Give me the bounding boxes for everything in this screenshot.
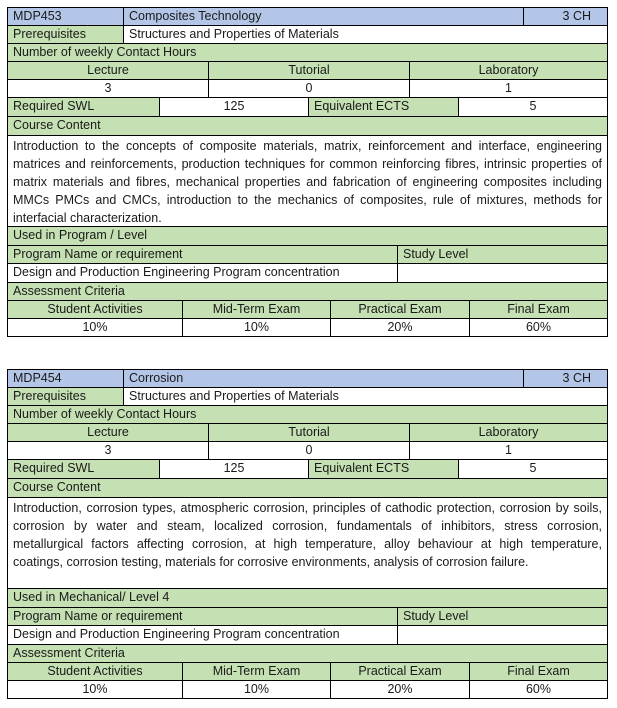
assessment-label-row [7,283,608,301]
ects-value: 5 [459,98,607,116]
swl-row [7,460,608,479]
assessment-label: Assessment Criteria [8,283,607,300]
course-code: MDP453 [8,8,124,25]
contact-hours-label: Number of weekly Contact Hours [8,406,607,423]
course-table-mdp454 [7,369,608,699]
study-level-header: Study Level [398,608,607,625]
program-name-header: Program Name or requirement [8,608,398,625]
assessment-values-row [7,681,608,699]
laboratory-header: Laboratory [410,424,607,441]
assessment-header-row [7,301,608,319]
prerequisites-value: Structures and Properties of Materials [124,388,607,405]
tutorial-value: 0 [209,442,410,459]
final-header: Final Exam [470,301,607,318]
final-value: 60% [470,319,607,336]
course-content-text: Introduction, corrosion types, atmospheric corrosion, principles of cathodic protection, corrosion by soils, corrosion by water and steam, localized corrosion, fundamentals of inhibitors, stress corrosion, metallurgical factors affecting corrosion, at high temperature, alloy behaviour at high temperature, coatings, corrosion testing, materials for corrosive environments, analysis of corrosion failure. [8,498,607,588]
practical-value: 20% [331,319,470,336]
program-value-row [7,264,608,283]
midterm-value: 10% [183,681,331,698]
content-row [7,498,608,589]
program-value-row [7,626,608,645]
contact-hours-label-row [7,44,608,62]
student-activities-header: Student Activities [8,301,183,318]
content-row [7,136,608,227]
laboratory-value: 1 [410,80,607,97]
contact-hours-header-row [7,424,608,442]
used-in-row [7,589,608,608]
prerequisites-label: Prerequisites [8,26,124,43]
content-label-row [7,479,608,498]
swl-value: 125 [160,460,309,478]
practical-header: Practical Exam [331,301,470,318]
credit-hours: 3 CH [524,370,607,387]
lecture-value: 3 [8,80,209,97]
final-header: Final Exam [470,663,607,680]
ects-label: Equivalent ECTS [309,98,459,116]
used-in-label: Used in Program / Level [8,227,607,245]
prerequisites-row [7,26,608,44]
ects-value: 5 [459,460,607,478]
tutorial-header: Tutorial [209,62,410,79]
swl-row [7,98,608,117]
swl-label: Required SWL [8,98,160,116]
laboratory-header: Laboratory [410,62,607,79]
course-content-text: Introduction to the concepts of composite materials, matrix, reinforcement and interface, engineering matrices and reinforcements, production techniques for common reinforcing fibres, intrinsic properties of matrix materials and fibres, mechanical properties and fabrication of engineering composites including MMCs PMCs and CMCs, introduction to the mechanics of composites, rule of mixtures, methods for interfacial characterization. [8,136,607,226]
contact-hours-label-row [7,406,608,424]
used-in-row [7,227,608,246]
prerequisites-row [7,388,608,406]
prerequisites-label: Prerequisites [8,388,124,405]
student-activities-value: 10% [8,681,183,698]
course-content-label: Course Content [8,479,607,497]
study-level-value [398,626,607,644]
program-header-row [7,246,608,264]
content-label-row [7,117,608,136]
assessment-label: Assessment Criteria [8,645,607,662]
program-name-value: Design and Production Engineering Program concentration [8,626,398,644]
program-name-value: Design and Production Engineering Program concentration [8,264,398,282]
contact-hours-values-row [7,80,608,98]
contact-hours-header-row [7,62,608,80]
study-level-value [398,264,607,282]
prerequisites-value: Structures and Properties of Materials [124,26,607,43]
final-value: 60% [470,681,607,698]
course-table-mdp453 [7,7,608,337]
tutorial-header: Tutorial [209,424,410,441]
course-content-label: Course Content [8,117,607,135]
student-activities-header: Student Activities [8,663,183,680]
lecture-header: Lecture [8,424,209,441]
swl-value: 125 [160,98,309,116]
contact-hours-values-row [7,442,608,460]
contact-hours-label: Number of weekly Contact Hours [8,44,607,61]
credit-hours: 3 CH [524,8,607,25]
used-in-label: Used in Mechanical/ Level 4 [8,589,607,607]
midterm-value: 10% [183,319,331,336]
course-header-row [7,369,608,388]
study-level-header: Study Level [398,246,607,263]
assessment-header-row [7,663,608,681]
laboratory-value: 1 [410,442,607,459]
course-code: MDP454 [8,370,124,387]
program-name-header: Program Name or requirement [8,246,398,263]
tutorial-value: 0 [209,80,410,97]
midterm-header: Mid-Term Exam [183,301,331,318]
assessment-label-row [7,645,608,663]
swl-label: Required SWL [8,460,160,478]
student-activities-value: 10% [8,319,183,336]
practical-value: 20% [331,681,470,698]
program-header-row [7,608,608,626]
course-header-row [7,7,608,26]
lecture-header: Lecture [8,62,209,79]
course-title: Corrosion [124,370,524,387]
course-title: Composites Technology [124,8,524,25]
midterm-header: Mid-Term Exam [183,663,331,680]
practical-header: Practical Exam [331,663,470,680]
ects-label: Equivalent ECTS [309,460,459,478]
assessment-values-row [7,319,608,337]
lecture-value: 3 [8,442,209,459]
